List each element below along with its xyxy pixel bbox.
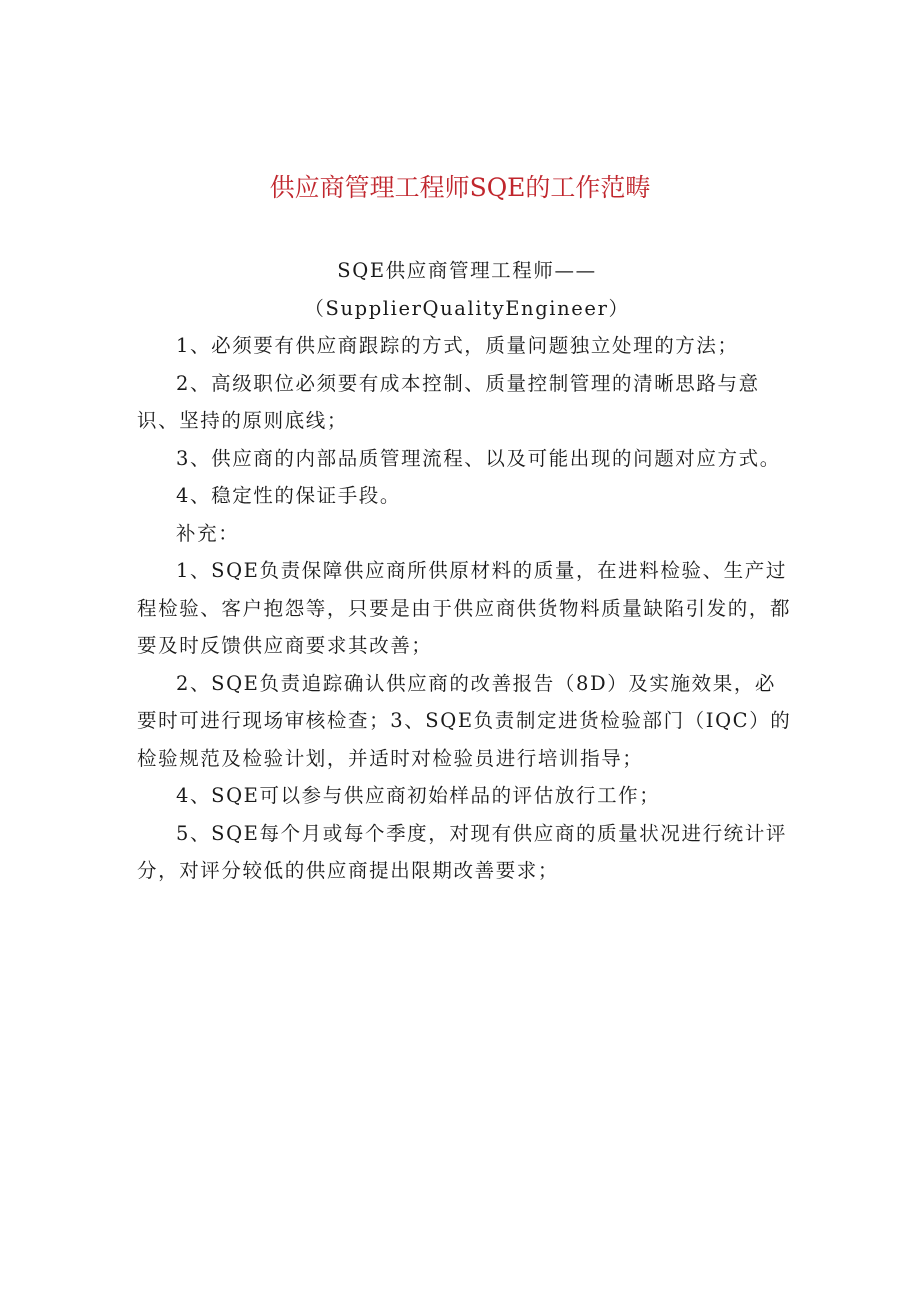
subtitle-line-2: （SupplierQualityEngineer） [304, 296, 630, 320]
subtitle-line-1: SQE供应商管理工程师—— [337, 259, 597, 282]
supplement-heading: 补充： [176, 521, 240, 545]
paragraph-3: 3、供应商的内部品质管理流程、以及可能出现的问题对应方式。 [176, 446, 781, 470]
document-body [137, 252, 797, 890]
paragraph-1: 1、必须要有供应商跟踪的方式，质量问题独立处理的方法； [176, 334, 739, 357]
document-title: 供应商管理工程师SQE的工作范畴 [269, 173, 651, 202]
supplement-item-1: 1、SQE负责保障供应商所供原材料的质量，在进料检验、生产过程检验、客户抱怨等，只要是由于供应商供货物料质量缺陷引发的，都要及时反馈供应商要求其改善； [137, 559, 792, 657]
paragraph-4: 4、稳定性的保证手段。 [176, 484, 402, 507]
supplement-item-5: 5、SQE每个月或每个季度，对现有供应商的质量状况进行统计评分，对评分较低的供应商提出限期改善要求； [137, 821, 787, 882]
supplement-item-2-3: 2、SQE负责追踪确认供应商的改善报告（8D）及实施效果，必要时可进行现场审核检查；3、SQE负责制定进货检验部门（IQC）的检验规范及检验计划，并适时对检验员进行培训指导； [137, 671, 792, 770]
paragraph-2: 2、高级职位必须要有成本控制、质量控制管理的清晰思路与意识、坚持的原则底线； [137, 371, 760, 432]
supplement-item-4: 4、SQE可以参与供应商初始样品的评估放行工作； [176, 784, 661, 807]
